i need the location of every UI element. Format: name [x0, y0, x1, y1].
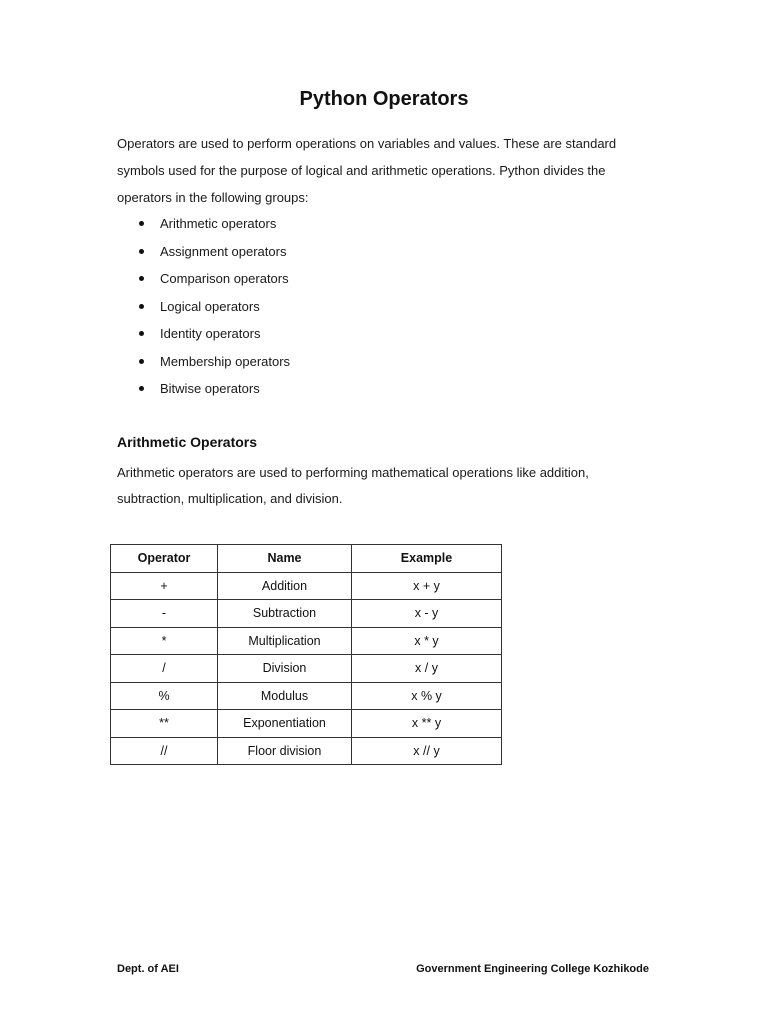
cell-name: Modulus — [218, 682, 352, 710]
cell-operator: + — [111, 572, 218, 600]
intro-line: symbols used for the purpose of logical and arithmetic operations. Python divides the — [117, 163, 606, 178]
bullet-icon — [139, 304, 144, 309]
cell-name: Exponentiation — [218, 710, 352, 738]
cell-operator: // — [111, 737, 218, 765]
list-item — [117, 293, 290, 321]
cell-operator: / — [111, 655, 218, 683]
table-row — [111, 682, 502, 710]
cell-operator: * — [111, 627, 218, 655]
page-title: Python Operators — [299, 88, 469, 110]
description-line: Arithmetic operators are used to performing mathematical operations like addition, — [117, 465, 589, 480]
arithmetic-operators-table — [110, 544, 502, 765]
bullet-icon — [139, 331, 144, 336]
list-item-label: Identity operators — [160, 326, 261, 341]
cell-example: x + y — [352, 572, 502, 600]
cell-name: Division — [218, 655, 352, 683]
list-item — [117, 238, 290, 266]
cell-operator: % — [111, 682, 218, 710]
intro-paragraph — [117, 130, 637, 211]
list-item — [117, 348, 290, 376]
cell-example: x * y — [352, 627, 502, 655]
operator-groups-list — [117, 210, 290, 403]
list-item — [117, 320, 290, 348]
cell-example: x // y — [352, 737, 502, 765]
table-row — [111, 737, 502, 765]
table-row — [111, 710, 502, 738]
list-item — [117, 210, 290, 238]
table-row — [111, 655, 502, 683]
table-row — [111, 600, 502, 628]
cell-name: Subtraction — [218, 600, 352, 628]
bullet-icon — [139, 276, 144, 281]
table-row — [111, 572, 502, 600]
list-item-label: Arithmetic operators — [160, 216, 277, 231]
column-header-example: Example — [352, 545, 502, 573]
description-line: subtraction, multiplication, and division. — [117, 491, 343, 506]
cell-operator: ** — [111, 710, 218, 738]
list-item-label: Membership operators — [160, 353, 291, 369]
footer-department: Dept. of AEI — [117, 963, 179, 975]
list-item — [117, 375, 290, 403]
list-item-label: Comparison operators — [160, 271, 289, 286]
cell-example: x / y — [352, 655, 502, 683]
bullet-icon — [139, 249, 144, 254]
cell-name: Addition — [218, 572, 352, 600]
list-item-label: Bitwise operators — [160, 381, 260, 396]
cell-name: Multiplication — [218, 627, 352, 655]
section-heading-arithmetic: Arithmetic Operators — [117, 434, 258, 450]
cell-name: Floor division — [218, 737, 352, 765]
table-row — [111, 627, 502, 655]
cell-example: x - y — [352, 600, 502, 628]
table-header-row — [111, 545, 502, 573]
list-item — [117, 265, 290, 293]
list-item-label: Logical operators — [160, 298, 260, 314]
column-header-name: Name — [218, 545, 352, 573]
footer-institution: Government Engineering College Kozhikode — [416, 963, 649, 975]
arithmetic-description — [117, 460, 637, 512]
bullet-icon — [139, 386, 144, 391]
list-item-label: Assignment operators — [160, 243, 287, 259]
bullet-icon — [139, 221, 144, 226]
intro-line: Operators are used to perform operations on variables and values. These are standard — [117, 136, 617, 151]
cell-example: x ** y — [352, 710, 502, 738]
column-header-operator: Operator — [111, 545, 218, 573]
cell-example: x % y — [352, 682, 502, 710]
cell-operator: - — [111, 600, 218, 628]
intro-line: operators in the following groups: — [117, 190, 309, 205]
bullet-icon — [139, 359, 144, 364]
